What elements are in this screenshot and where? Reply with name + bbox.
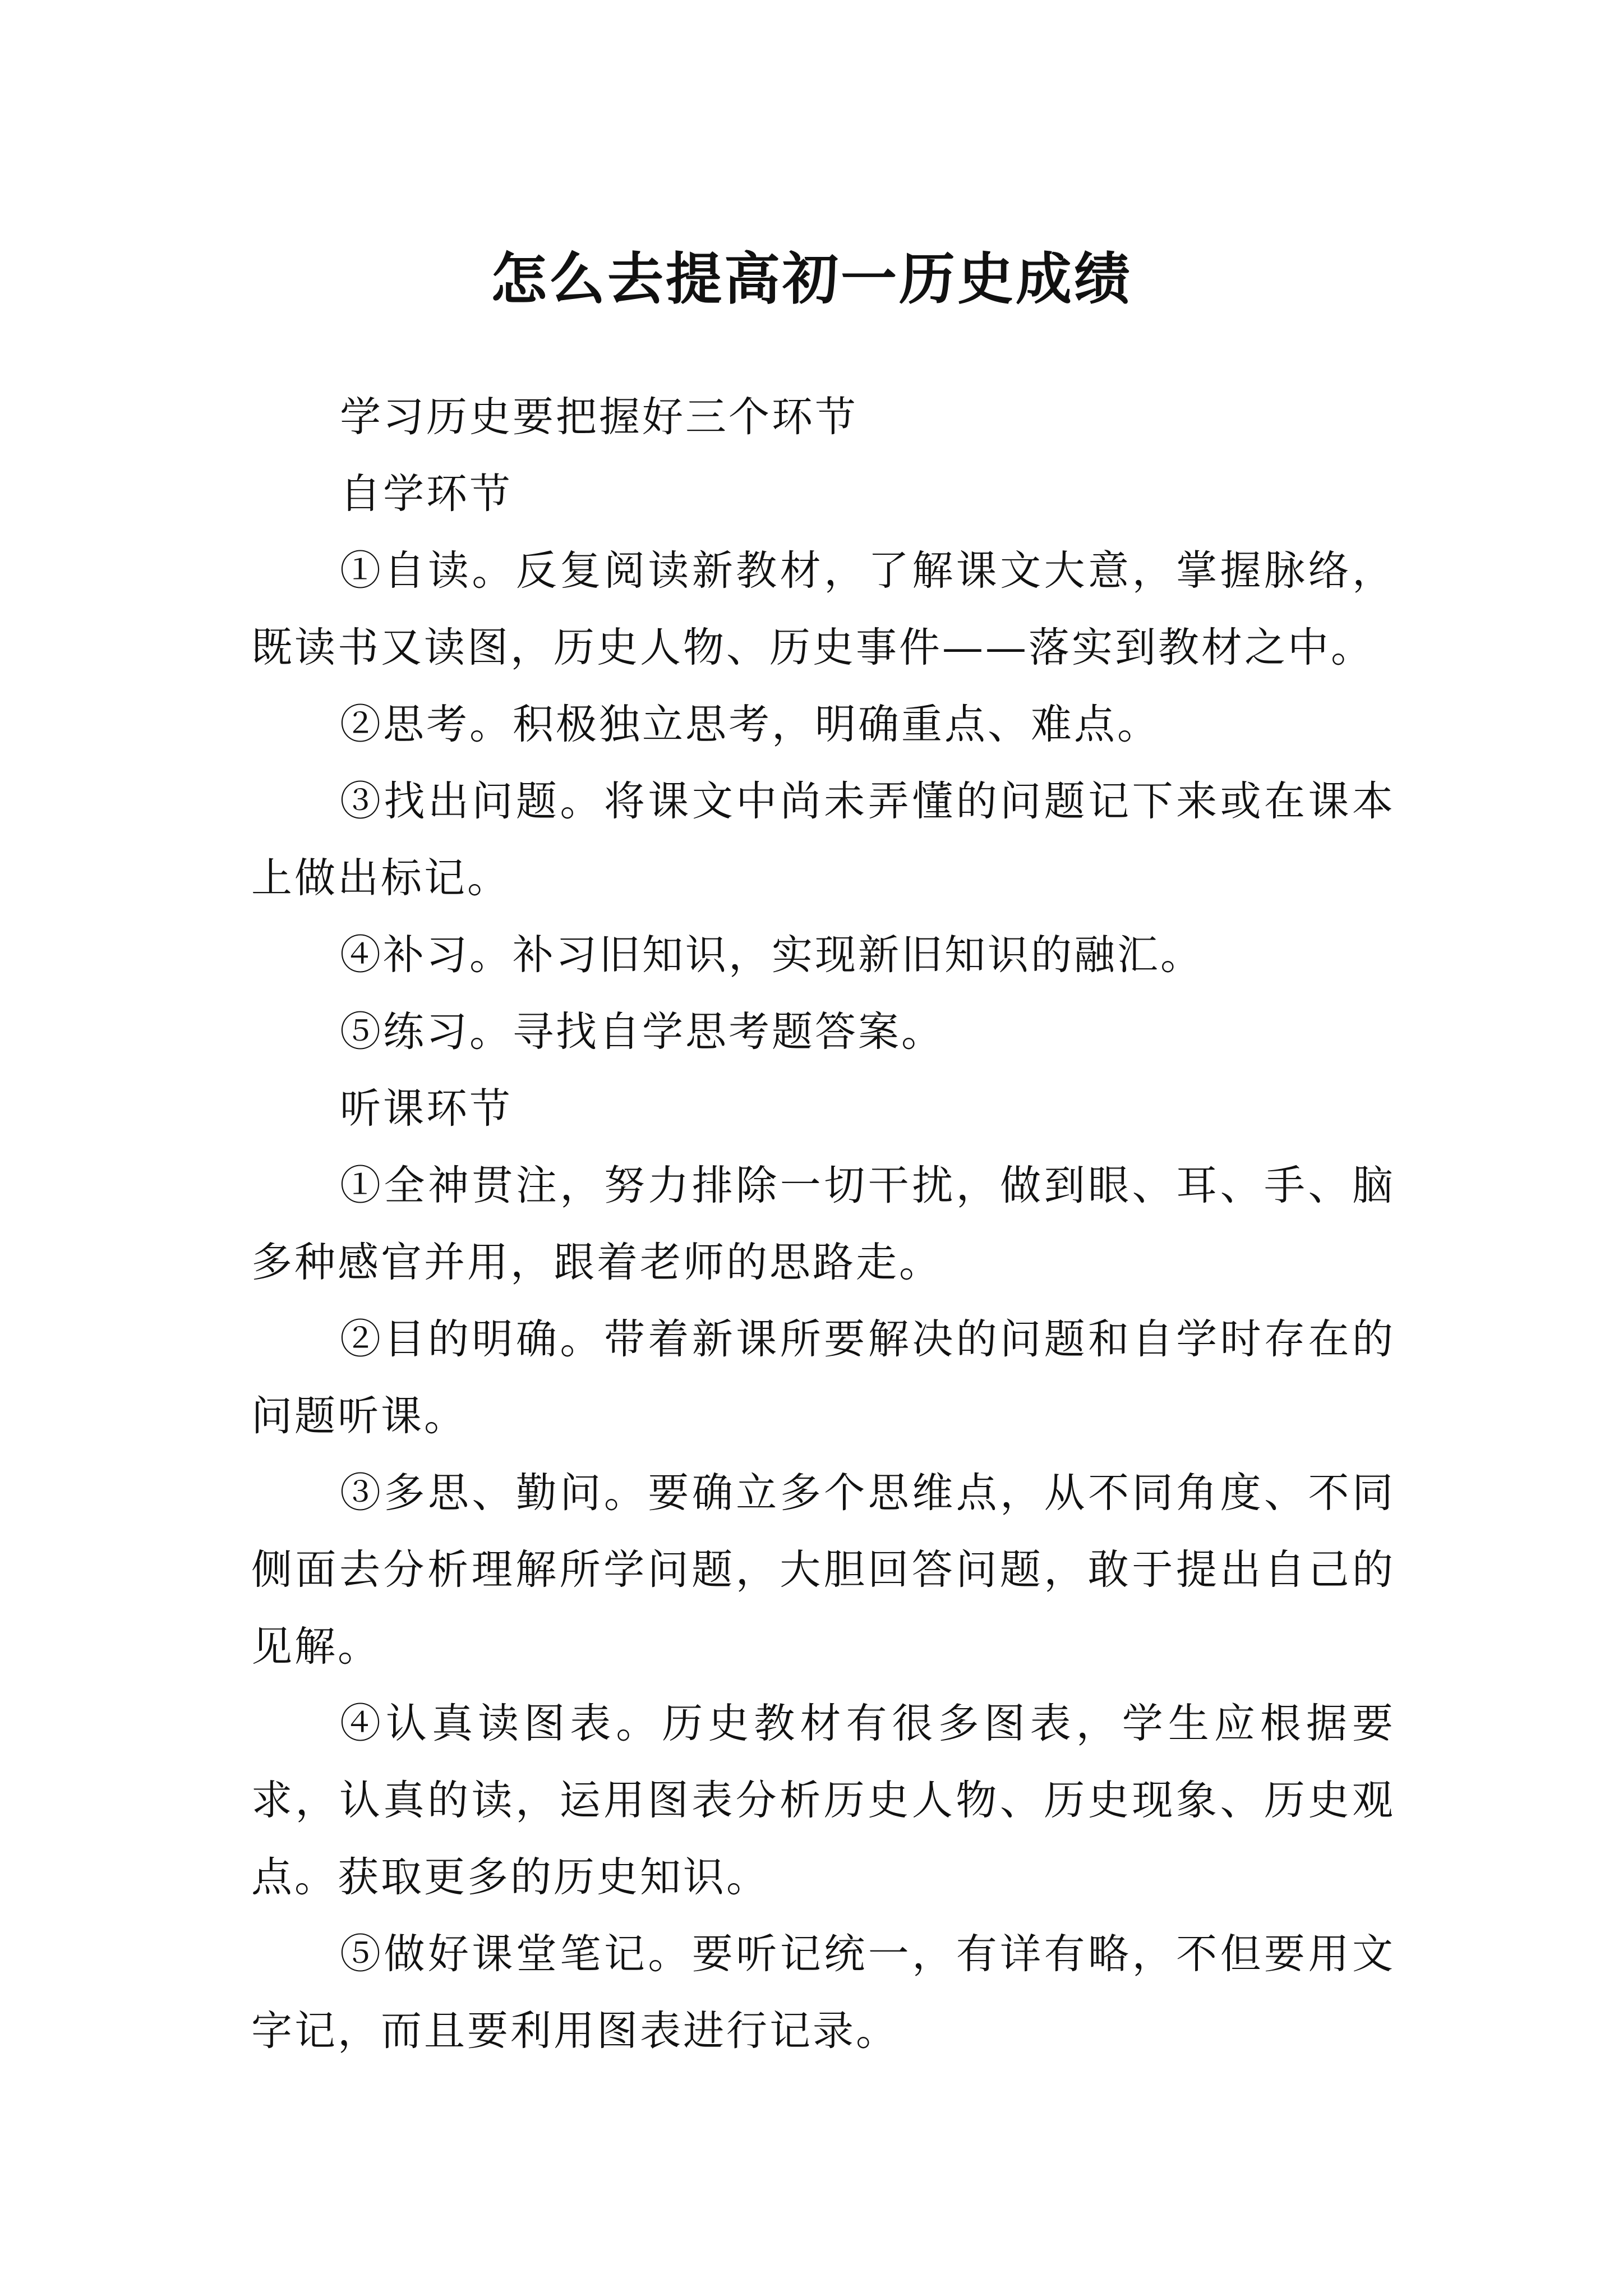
self-study-item-2: ②思考。积极独立思考，明确重点、难点。 — [340, 701, 1160, 748]
self-study-item-3: ③找出问题。将课文中尚未弄懂的问题记下来或在课本上做出标记。 — [251, 777, 1395, 902]
listening-item-3: ③多思、勤问。要确立多个思维点，从不同角度、不同侧面去分析理解所学问题，大胆回答问题，敢于提出自己的见解。 — [251, 1469, 1395, 1671]
document-title: 怎么去提高初一历史成绩 — [491, 246, 1132, 312]
section-heading-listening: 听课环节 — [340, 1085, 513, 1133]
self-study-item-4: ④补习。补习旧知识，实现新旧知识的融汇。 — [340, 931, 1204, 979]
self-study-item-5: ⑤练习。寻找自学思考题答案。 — [340, 1008, 944, 1056]
section-heading-self-study: 自学环节 — [340, 470, 513, 518]
listening-item-5: ⑤做好课堂笔记。要听记统一，有详有略，不但要用文字记，而且要利用图表进行记录。 — [251, 1930, 1395, 2055]
listening-item-1: ①全神贯注，努力排除一切干扰，做到眼、耳、手、脑多种感官并用，跟着老师的思路走。 — [251, 1162, 1395, 1286]
self-study-item-1: ①自读。反复阅读新教材，了解课文大意，掌握脉络，既读书又读图，历史人物、历史事件——落实到教材之中。 — [251, 547, 1395, 671]
listening-item-4: ④认真读图表。历史教材有很多图表，学生应根据要求，认真的读，运用图表分析历史人物、历史现象、历史观点。获取更多的历史知识。 — [251, 1700, 1395, 1901]
section-intro: 学习历史要把握好三个环节 — [340, 393, 858, 441]
listening-item-2: ②目的明确。带着新课所要解决的问题和自学时存在的问题听课。 — [251, 1315, 1395, 1440]
document-body — [251, 379, 1395, 2069]
